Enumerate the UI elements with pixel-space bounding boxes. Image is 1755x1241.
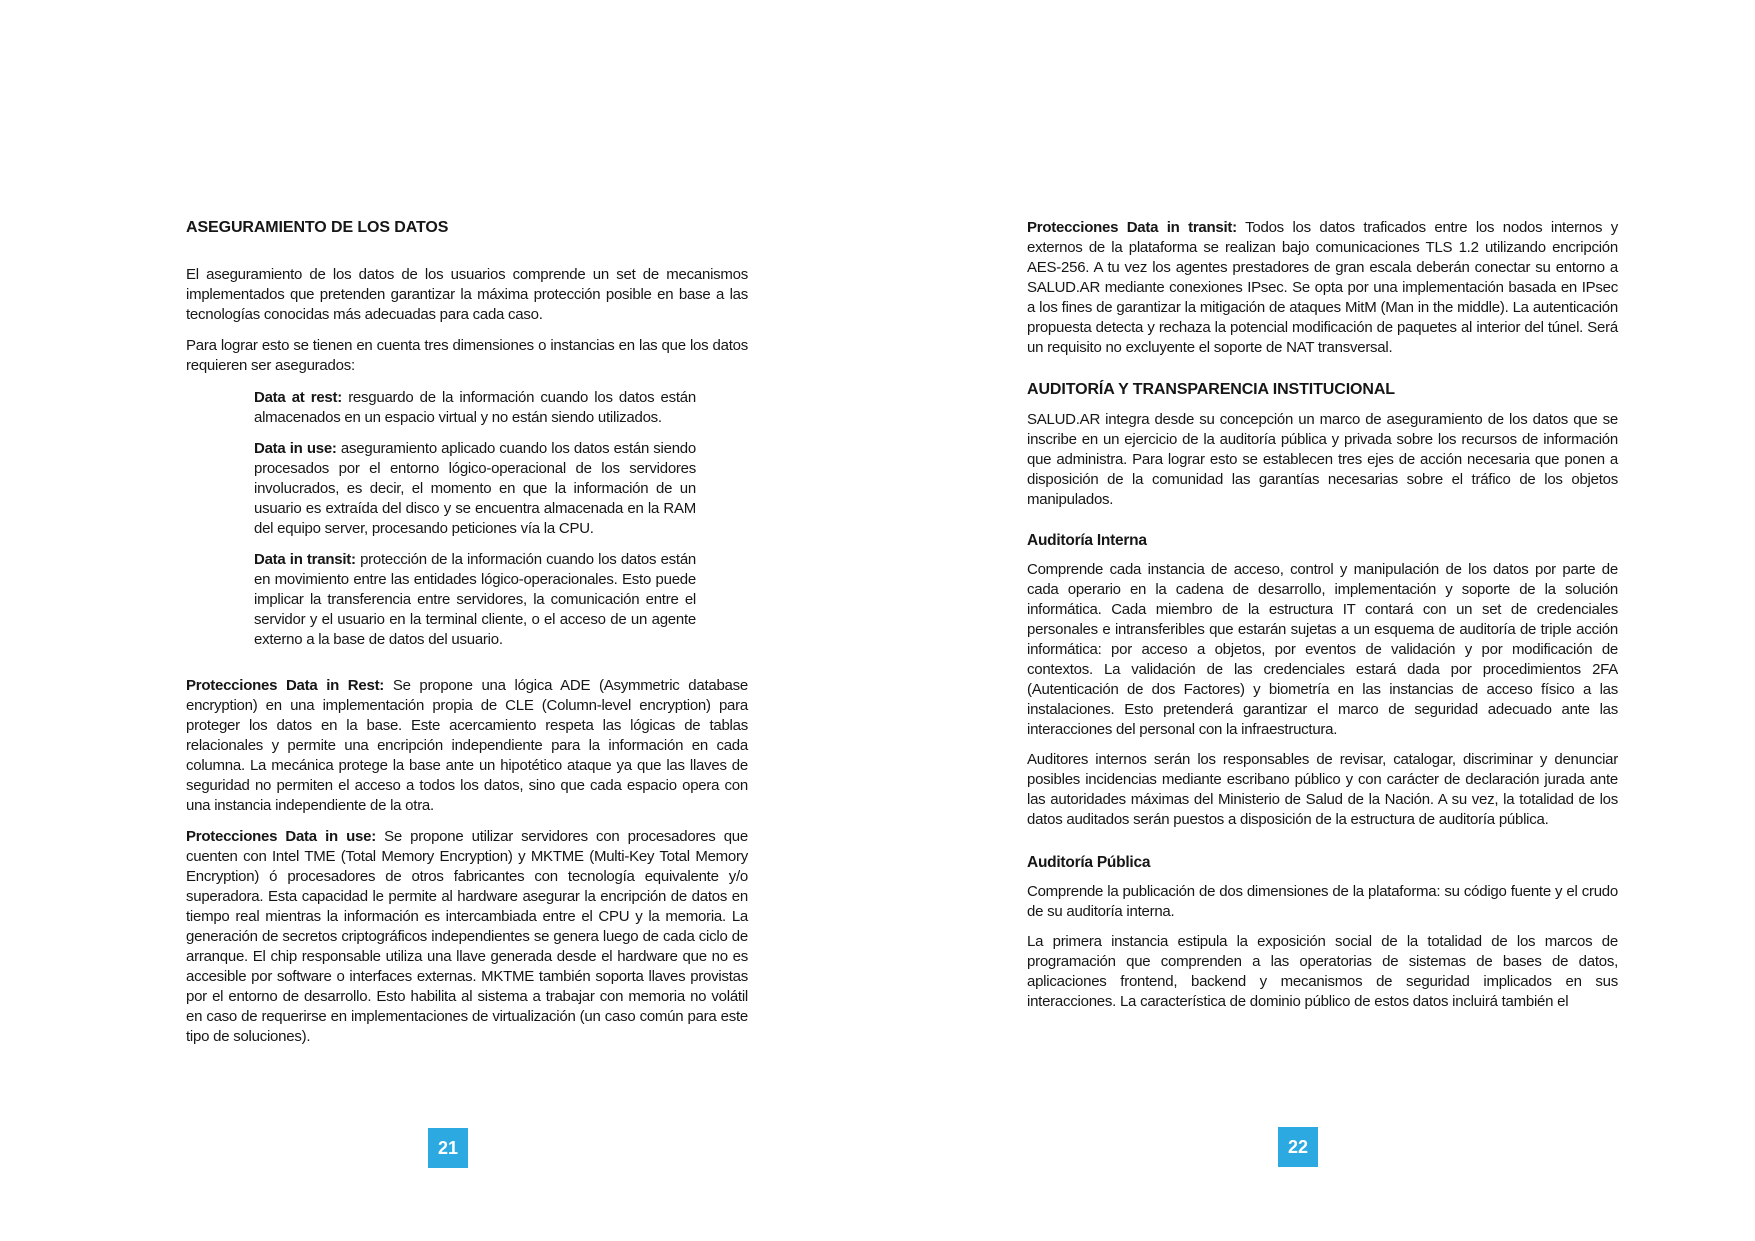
subheading-auditoria-publica: Auditoría Pública	[1027, 854, 1151, 871]
paragraph-text: Se propone utilizar servidores con procesadores que cuenten con Intel TME (Total Memory Encryption) y MKTME (Multi-Key Total Memory Encryption) ó procesadores de otros fabricantes con tecnología equivalente y/o superadora. Esta capacidad le permite al hardware asegurar la encripción de datos en tiempo real mientras la información es intercambiada entre el CPU y la memoria. La generación de secretos criptográficos independientes se genera luego de cada ciclo de arranque. El chip responsable utiliza una llave generada desde el hardware que no es accesible por software o interfaces externas. MKTME también soporta llaves provistas por el entorno de desarrollo. Esto habilita al sistema a trabajar con memoria no volátil en caso de requerirse en implementaciones de virtualización (un caso común para este tipo de soluciones).	[186, 828, 748, 1045]
paragraph-auditoria-publica-2	[1027, 932, 1618, 1012]
definition-lead: Data in transit:	[254, 551, 356, 568]
paragraph-protecciones-rest	[186, 676, 748, 816]
definition-data-in-use	[254, 439, 696, 539]
paragraph-auditoria-interna-1	[1027, 560, 1618, 740]
heading-aseguramiento: ASEGURAMIENTO DE LOS DATOS	[186, 219, 449, 236]
page-number-badge-left: 21	[428, 1128, 468, 1168]
paragraph-text: La primera instancia estipula la exposición social de la totalidad de los marcos de programación que comprenden a las operatorias de sistemas de bases de datos, aplicaciones frontend, backend y mecanismos de seguridad implicados en sus interacciones. La característica de dominio público de estos datos incluirá también el	[1027, 933, 1618, 1010]
paragraph-text: Todos los datos traficados entre los nodos internos y externos de la plataforma se realizan bajo comunicaciones TLS 1.2 utilizando encripción AES-256. A tu vez los agentes prestadores de gran escala deberán conectar su entorno a SALUD.AR mediante conexiones IPsec. Se opta por una implementación basada en IPsec a los fines de garantizar la mitigación de ataques MitM (Man in the middle). La autenticación propuesta detecta y rechaza la potencial modificación de paquetes al interior del túnel. Será un requisito no excluyente el soporte de NAT transversal.	[1027, 219, 1619, 356]
paragraph-text: SALUD.AR integra desde su concepción un marco de aseguramiento de los datos que se inscribe en un ejercicio de la auditoría pública y privada sobre los recursos de información que administra. Para lograr esto se establecen tres ejes de acción necesaria que ponen a disposición de la comunidad las garantías necesarias sobre el tráfico de los objetos manipulados.	[1027, 411, 1618, 508]
definition-data-in-transit	[254, 550, 696, 650]
paragraph-text: Comprende la publicación de dos dimensiones de la plataforma: su código fuente y el crudo de su auditoría interna.	[1027, 883, 1618, 920]
paragraph-auditoria-publica-1	[1027, 882, 1618, 922]
right-page-column	[1027, 218, 1618, 1012]
definition-text: aseguramiento aplicado cuando los datos están siendo procesados por el entorno lógico-operacional de los servidores involucrados, es decir, el momento en que la información de un usuario es extraída del disco y se encuentra almacenada en la RAM del equipo server, procesando peticiones vía la CPU.	[254, 440, 696, 537]
paragraph-auditoria-intro	[1027, 410, 1618, 510]
paragraph-protecciones-transit	[1027, 218, 1618, 358]
paragraph-intro-2	[186, 336, 748, 376]
definition-text: resguardo de la información cuando los datos están almacenados en un espacio virtual y no están siendo utilizados.	[254, 389, 696, 426]
paragraph-intro-1	[186, 265, 748, 325]
definition-lead: Data at rest:	[254, 389, 342, 406]
definition-lead: Data in use:	[254, 440, 337, 457]
subheading-auditoria-interna: Auditoría Interna	[1027, 532, 1147, 549]
paragraph-text: Para lograr esto se tienen en cuenta tres dimensiones o instancias en las que los datos requieren ser asegurados:	[186, 337, 748, 374]
heading-auditoria-transparencia: AUDITORÍA Y TRANSPARENCIA INSTITUCIONAL	[1027, 381, 1395, 398]
paragraph-auditoria-interna-2	[1027, 750, 1618, 830]
page-number-badge-right: 22	[1278, 1127, 1318, 1167]
paragraph-lead: Protecciones Data in Rest:	[186, 677, 385, 694]
paragraph-lead: Protecciones Data in use:	[186, 828, 376, 845]
paragraph-text: Comprende cada instancia de acceso, control y manipulación de los datos por parte de cada operario en la cadena de desarrollo, implementación y soporte de la solución informática. Cada miembro de la estructura IT contará con un set de credenciales personales e intransferibles que estarán sujetas a un esquema de auditoría de triple acción informática: por acceso a objetos, por eventos de validación y por modificación de contextos. La validación de las credenciales estará dada por procedimientos 2FA (Autenticación de dos Factores) y biometría en las instancias de acceso físico a las instalaciones. Esto pretenderá garantizar el marco de seguridad adecuado ante las interacciones del personal con la infraestructura.	[1027, 561, 1618, 738]
definition-data-at-rest	[254, 388, 696, 428]
definition-text: protección de la información cuando los datos están en movimiento entre las entidades lógico-operacionales. Esto puede implicar la transferencia entre servidores, la comunicación entre el servidor y el usuario en la terminal cliente, o el acceso de un agente externo a la base de datos del usuario.	[254, 551, 697, 648]
paragraph-protecciones-use	[186, 827, 748, 1047]
paragraph-lead: Protecciones Data in transit:	[1027, 219, 1237, 236]
paragraph-text: Auditores internos serán los responsables de revisar, catalogar, discriminar y denunciar posibles incidencias mediante escribano público y con carácter de declaración jurada ante las autoridades máximas del Ministerio de Salud de la Nación. A su vez, la totalidad de los datos auditados serán puestos a disposición de la estructura de auditoría pública.	[1027, 751, 1618, 828]
left-page-column	[186, 218, 748, 1047]
paragraph-text: Se propone una lógica ADE (Asymmetric database encryption) en una implementación propia de CLE (Column-level encryption) para proteger los datos en la base. Este acercamiento respeta las lógicas de tablas relacionales y permite una encripción independiente para la información en cada columna. La mecánica protege la base ante un hipotético ataque ya que las llaves de seguridad no permiten el acceso a todos los datos, sino que cada espacio opera con una instancia independiente de la otra.	[186, 677, 748, 814]
paragraph-text: El aseguramiento de los datos de los usuarios comprende un set de mecanismos implementados que pretenden garantizar la máxima protección posible en base a las tecnologías conocidas más adecuadas para cada caso.	[186, 266, 748, 323]
